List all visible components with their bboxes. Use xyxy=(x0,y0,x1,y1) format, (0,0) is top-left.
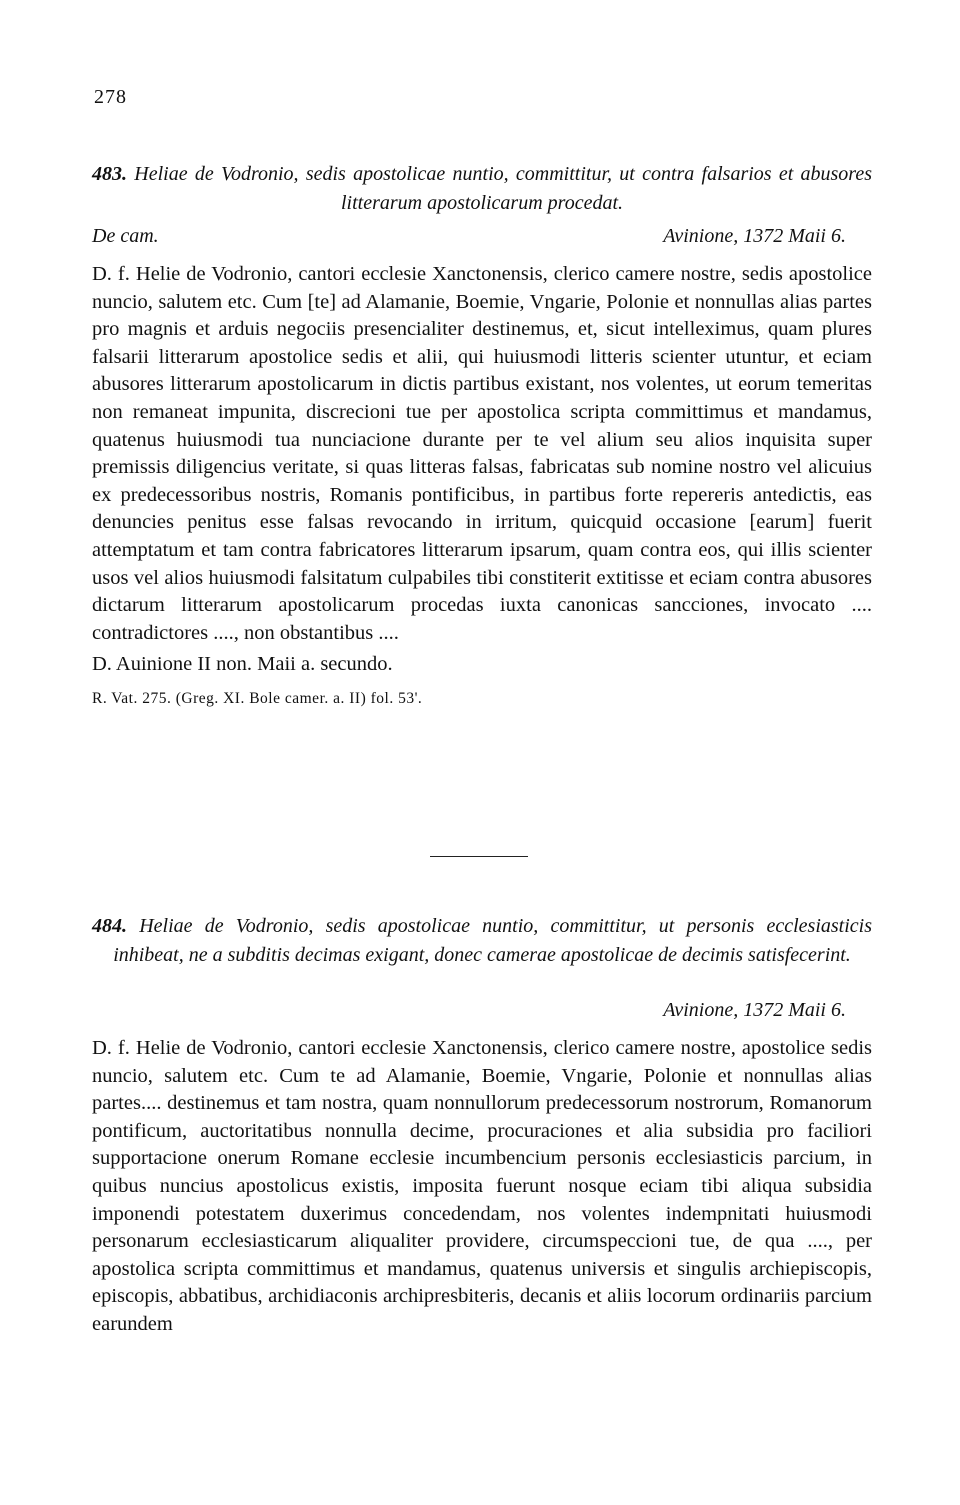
entry-place-date: Avinione, 1372 Maii 6. xyxy=(663,999,846,1021)
entry-separator xyxy=(430,856,528,857)
entry-meta xyxy=(92,222,872,251)
document-entry-483 xyxy=(92,160,872,713)
entry-text: D. f. Helie de Vodronio, cantori ecclesie Xanctonensis, clerico camere nostre, sedis apostolice nuncio, salutem etc. Cum [te] ad Alamanie, Boemie, Vngarie, Polonie et nonnullas alias partes pro magnis et arduis negociis presencialiter destinemus, et, sicut intelleximus, quam plures falsarii litterarum apostolice sedis et alii, qui huiusmodi litteris scienter utuntur, et eciam abusores litterarum apostolicarum in dictis partibus existant, nos volentes, ut eorum temeritas non remaneat impunita, discrecioni tue per apostolica scripta committimus et mandamus, quatenus huiusmodi tua nunciacione durante per te vel alium seu alios inquisita super premissis diligencius veritate, si quas litteras falsas, fabricatas sub nomine nostro vel alicuius ex predecessoribus nostris, Romanis pontificibus, in partibus forte repereris antedictis, eas denuncies penitus esse falsas revocando in irritum, quicquid occasione [earum] fuerit attemptatum et tam contra fabricatores litterarum ipsarum, quam contra eos, qui illis scienter usos vel alios huiusmodi falsitatum culpabiles tibi constiterit extitisse et eciam contra abusores dictarum litterarum apostolicarum procedas iuxta canonicas sancciones, invocato .... contradictores ...., non obstantibus .... xyxy=(92,263,872,644)
page-number: 278 xyxy=(94,86,127,108)
document-entry-484 xyxy=(92,912,872,1339)
entry-place-date: Avinione, 1372 Maii 6. xyxy=(663,225,846,247)
entry-source: R. Vat. 275. (Greg. XI. Bole camer. a. II) fol. 53'. xyxy=(92,690,423,708)
entry-number: 484. xyxy=(92,915,127,937)
entry-heading xyxy=(92,912,872,970)
entry-number: 483. xyxy=(92,163,127,185)
entry-origin: De cam. xyxy=(92,225,159,247)
entry-dating: D. Auinione II non. Maii a. secundo. xyxy=(92,653,393,676)
entry-meta xyxy=(92,996,872,1025)
entry-text: D. f. Helie de Vodronio, cantori ecclesie Xanctonensis, clerico camere nostre, apostolice sedis nuncio, salutem etc. Cum te ad Alamanie, Boemie, Vngarie, Polonie et nonnullas alias partes.... destinemus et tam nostra, quam nonnullorum predecessorum nostrorum, Romanorum pontificum, auctoritatibus nonnulla decime, procuraciones et alia subsidia pro faciliori supportacione onerum Romane ecclesie incumbencium personis ecclesiasticis parcium, in quibus nuncius apostolicus existis, imposita fuerunt nosque eciam tibi aliqua subsidia imponendi potestatem duxerimus concedendam, nos volentes indempnitati huiusmodi personarum ecclesiasticarum aliqualiter providere, circumspeccioni tue, de qua ...., per apostolica scripta committimus et mandamus, quatenus universis et singulis archiepiscopis, episcopis, abbatibus, archidiaconis archipresbiteris, decanis et aliis locorum ordinariis parcium earundem xyxy=(92,1037,872,1335)
entry-summary: Heliae de Vodronio, sedis apostolicae nuntio, committitur, ut contra falsarios et abusores litterarum apostolicarum procedat. xyxy=(134,163,873,214)
entry-heading xyxy=(92,160,872,218)
entry-summary: Heliae de Vodronio, sedis apostolicae nuntio, committitur, ut personis ecclesiasticis inhibeat, ne a subditis decimas exigant, donec camerae apostolicae de decimis satisfecerint. xyxy=(113,915,873,966)
